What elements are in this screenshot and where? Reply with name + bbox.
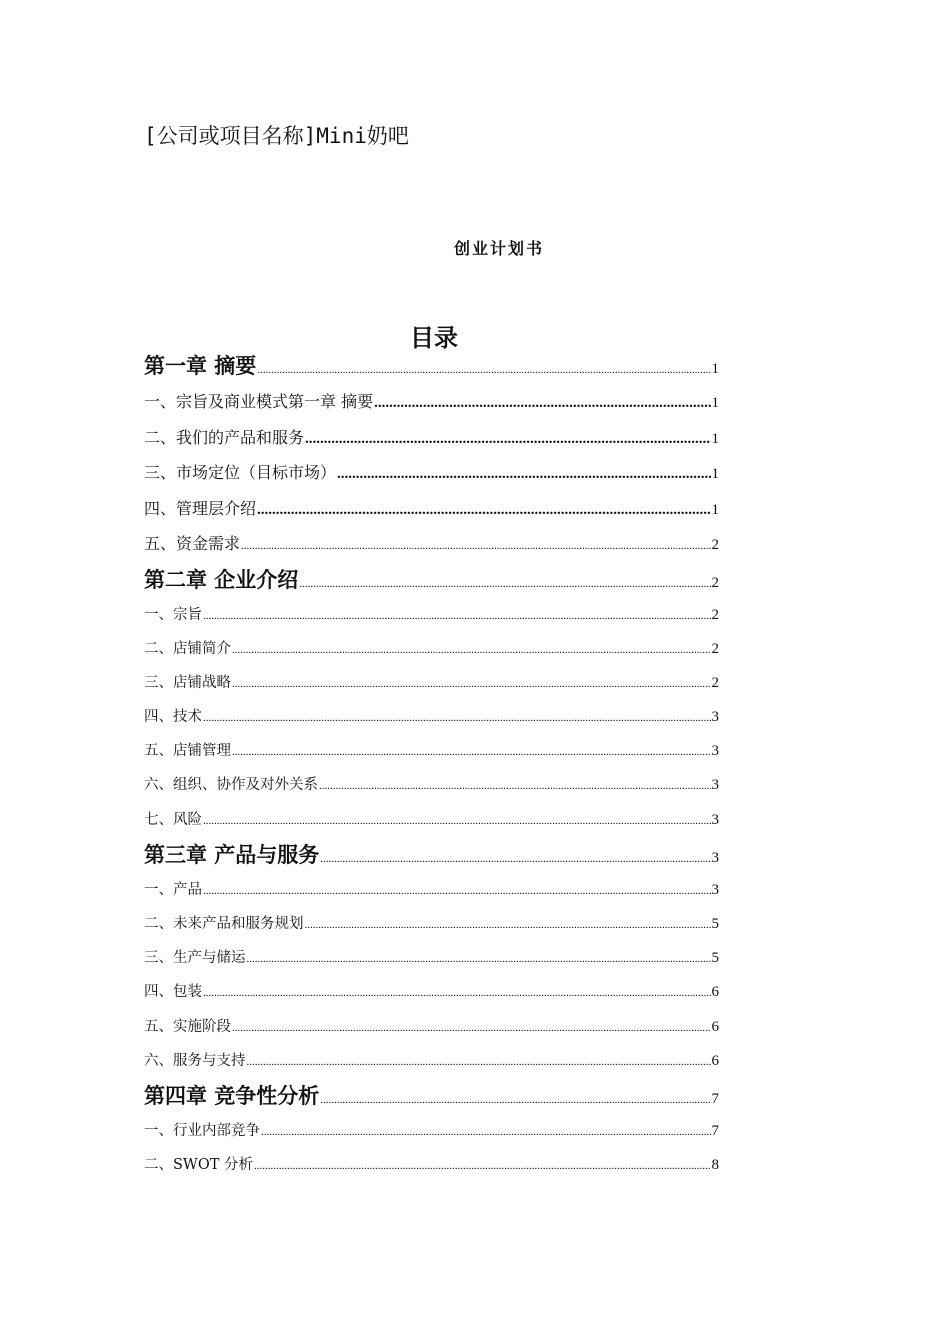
toc-section-entry[interactable] [144,1148,719,1182]
toc-page-number: 2 [711,537,719,553]
toc-page-number: 1 [711,430,719,447]
toc-entry-label: 四、技术 [144,709,202,726]
toc-entry-label: 二、店铺简介 [144,640,231,657]
toc-section-entry[interactable] [144,1114,719,1148]
toc-page-number: 3 [711,881,719,898]
toc-entry-label: 三、店铺战略 [144,674,231,691]
toc-page-number: 3 [711,777,719,794]
toc-entry-label: 五、实施阶段 [144,1018,231,1035]
toc-entry-label: 一、产品 [144,881,202,898]
toc-entry-label: 二、SWOT 分析 [144,1157,254,1174]
toc-entry-label: 四、管理层介绍 [144,498,257,518]
toc-dot-leader [257,352,710,388]
toc-section-entry[interactable] [144,420,719,456]
toc-page-number: 2 [711,674,719,691]
toc-dot-leader [320,1082,710,1118]
toc-page-number: 7 [711,1090,719,1107]
toc-section-entry[interactable] [144,975,719,1009]
toc-page-number: 2 [711,606,719,623]
company-name-line: [公司或项目名称]Mini奶吧 [144,124,409,148]
toc-entry-label: 第一章 摘要 [144,354,257,378]
toc-chapter-entry[interactable] [144,562,719,598]
toc-section-entry[interactable] [144,700,719,734]
toc-entry-label: 三、生产与储运 [144,950,246,967]
toc-dot-leader [241,529,710,565]
toc-page-number: 6 [711,1052,719,1069]
toc-entry-label: 二、未来产品和服务规划 [144,916,304,932]
toc-section-entry[interactable] [144,907,719,941]
toc-dot-leader [261,1115,711,1149]
toc-dot-leader [203,804,711,838]
toc-heading: 目录 [410,324,458,352]
toc-page-number: 5 [711,916,719,932]
toc-page-number: 3 [711,743,719,760]
toc-page-number: 3 [711,811,719,828]
toc-dot-leader [232,735,711,769]
toc-page-number: 1 [711,395,719,411]
toc-dot-leader [203,599,711,633]
toc-entry-label: 一、宗旨 [144,606,202,623]
toc-entry-label: 五、店铺管理 [144,743,231,760]
toc-page-number: 1 [711,501,719,518]
toc-entry-label: 一、宗旨及商业模式第一章 摘要 [144,392,374,411]
toc-section-entry[interactable] [144,1010,719,1044]
toc-section-entry[interactable] [144,803,719,837]
toc-dot-leader [247,1045,711,1079]
toc-section-entry[interactable] [144,734,719,768]
toc-section-entry[interactable] [144,873,719,907]
toc-dot-leader [337,457,710,493]
toc-chapter-entry[interactable] [144,837,719,873]
toc-dot-leader [247,942,711,976]
toc-page-number: 8 [711,1157,719,1174]
toc-dot-leader [305,908,711,942]
business-plan-title: 创业计划书 [453,239,544,258]
toc-entry-label: 第四章 竞争性分析 [144,1083,320,1108]
table-of-contents [144,348,719,1182]
toc-chapter-entry[interactable] [144,1078,719,1114]
toc-dot-leader [257,493,710,529]
toc-dot-leader [305,422,710,458]
toc-section-entry[interactable] [144,768,719,802]
toc-page-number: 1 [711,466,719,482]
toc-section-entry[interactable] [144,632,719,666]
toc-page-number: 3 [711,849,719,866]
toc-section-entry[interactable] [144,1044,719,1078]
toc-dot-leader [299,566,710,602]
toc-page-number: 5 [711,950,719,967]
toc-section-entry[interactable] [144,941,719,975]
toc-page-number: 1 [711,361,719,377]
toc-section-entry[interactable] [144,384,719,420]
toc-page-number: 6 [711,1018,719,1035]
toc-dot-leader [232,667,711,701]
toc-dot-leader [232,1011,711,1045]
toc-page-number: 3 [711,709,719,726]
toc-entry-label: 五、资金需求 [144,534,241,553]
toc-section-entry[interactable] [144,491,719,527]
toc-entry-label: 第二章 企业介绍 [144,567,299,592]
toc-dot-leader [319,769,711,803]
toc-entry-label: 第三章 产品与服务 [144,842,320,867]
toc-entry-label: 四、包装 [144,984,202,1001]
toc-dot-leader [374,386,710,422]
toc-entry-label: 六、组织、协作及对外关系 [144,777,318,794]
toc-dot-leader [320,841,710,877]
toc-dot-leader [203,701,711,735]
toc-page-number: 6 [711,984,719,1001]
toc-entry-label: 二、我们的产品和服务 [144,427,305,447]
toc-page-number: 7 [711,1122,719,1139]
toc-entry-label: 七、风险 [144,811,202,828]
toc-chapter-entry[interactable] [144,348,719,384]
toc-entry-label: 六、服务与支持 [144,1052,246,1069]
toc-dot-leader [203,976,711,1010]
toc-section-entry[interactable] [144,526,719,562]
toc-section-entry[interactable] [144,598,719,632]
toc-section-entry[interactable] [144,455,719,491]
toc-section-entry[interactable] [144,666,719,700]
toc-page-number: 2 [711,640,719,657]
toc-dot-leader [232,633,711,667]
toc-dot-leader [254,1149,710,1183]
toc-entry-label: 三、市场定位（目标市场） [144,463,337,482]
toc-dot-leader [203,874,711,908]
toc-entry-label: 一、行业内部竞争 [144,1122,260,1139]
toc-page-number: 2 [711,574,719,591]
